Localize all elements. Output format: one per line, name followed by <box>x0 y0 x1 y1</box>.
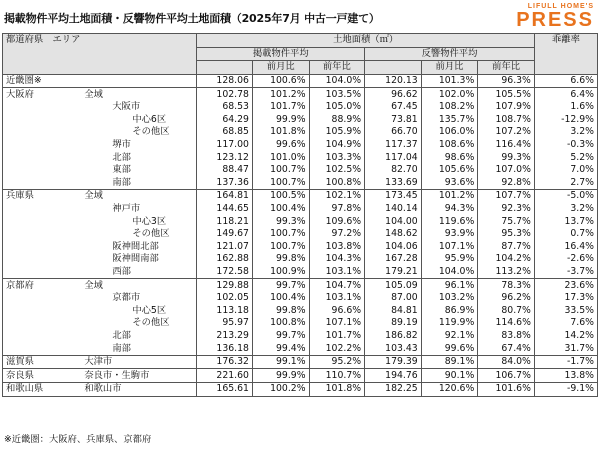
listed-value-cell: 113.18 <box>197 304 253 317</box>
prefecture-cell: 滋賀県 <box>3 355 63 369</box>
inquiry-yoy-cell: 75.7% <box>478 215 535 228</box>
inquiry-mom-cell: 119.9% <box>421 317 478 330</box>
prefecture-cell: 京都府 <box>3 279 63 292</box>
gap-rate-cell: -1.7% <box>534 355 597 369</box>
inquiry-yoy-cell: 95.3% <box>478 228 535 241</box>
listed-value-cell: 221.60 <box>197 369 253 383</box>
listed-mom-cell: 100.7% <box>252 228 309 241</box>
inquiry-mom-cell: 107.1% <box>421 241 478 254</box>
header-pref-area: 都道府県 エリア <box>3 34 197 75</box>
table-row <box>3 279 598 292</box>
inquiry-value-cell: 96.62 <box>365 88 422 101</box>
inquiry-value-cell: 104.00 <box>365 215 422 228</box>
listed-value-cell: 165.61 <box>197 383 253 397</box>
inquiry-mom-cell: 108.2% <box>421 101 478 114</box>
header-gap-rate: 乖離率 <box>534 34 597 75</box>
prefecture-cell <box>3 139 63 152</box>
listed-mom-cell: 101.8% <box>252 126 309 139</box>
prefecture-cell <box>3 330 63 343</box>
listed-yoy-cell: 100.8% <box>309 177 365 190</box>
prefecture-cell <box>3 215 63 228</box>
footnote: ※近畿圏：大阪府、兵庫県、京都府 <box>4 434 152 445</box>
listed-value-cell: 118.21 <box>197 215 253 228</box>
listed-mom-cell: 100.7% <box>252 241 309 254</box>
inquiry-mom-cell: 98.6% <box>421 151 478 164</box>
prefecture-cell <box>3 114 63 127</box>
area-cell: 中心5区 <box>62 304 197 317</box>
inquiry-yoy-cell: 107.9% <box>478 101 535 114</box>
listed-mom-cell: 100.8% <box>252 317 309 330</box>
table-row <box>3 383 598 397</box>
inquiry-mom-cell: 86.9% <box>421 304 478 317</box>
gap-rate-cell: 6.4% <box>534 88 597 101</box>
area-cell: 京都市 <box>62 292 197 305</box>
listed-mom-cell: 100.2% <box>252 383 309 397</box>
listed-yoy-cell: 110.7% <box>309 369 365 383</box>
listed-value-cell: 68.53 <box>197 101 253 114</box>
listed-mom-cell: 100.9% <box>252 266 309 279</box>
inquiry-yoy-cell: 92.3% <box>478 203 535 216</box>
listed-value-cell: 144.65 <box>197 203 253 216</box>
listed-mom-cell: 101.0% <box>252 151 309 164</box>
inquiry-value-cell: 182.25 <box>365 383 422 397</box>
listed-value-cell: 102.78 <box>197 88 253 101</box>
listed-mom-cell: 99.4% <box>252 342 309 355</box>
gap-rate-cell: 7.0% <box>534 164 597 177</box>
table-row <box>3 355 598 369</box>
listed-yoy-cell: 103.1% <box>309 266 365 279</box>
listed-mom-cell: 99.3% <box>252 215 309 228</box>
inquiry-yoy-cell: 113.2% <box>478 266 535 279</box>
prefecture-cell <box>3 177 63 190</box>
listed-mom-cell: 100.6% <box>252 74 309 88</box>
inquiry-value-cell: 140.14 <box>365 203 422 216</box>
listed-yoy-cell: 103.3% <box>309 151 365 164</box>
area-cell: 北部 <box>62 151 197 164</box>
listed-yoy-cell: 107.1% <box>309 317 365 330</box>
gap-rate-cell: 16.4% <box>534 241 597 254</box>
gap-rate-cell: 23.6% <box>534 279 597 292</box>
inquiry-yoy-cell: 84.0% <box>478 355 535 369</box>
listed-value-cell: 213.29 <box>197 330 253 343</box>
listed-mom-cell: 100.7% <box>252 177 309 190</box>
inquiry-value-cell: 120.13 <box>365 74 422 88</box>
listed-mom-cell: 100.4% <box>252 292 309 305</box>
area-cell: 神戸市 <box>62 203 197 216</box>
inquiry-mom-cell: 92.1% <box>421 330 478 343</box>
area-cell: 全域 <box>62 190 197 203</box>
inquiry-yoy-cell: 92.8% <box>478 177 535 190</box>
inquiry-value-cell: 67.45 <box>365 101 422 114</box>
prefecture-cell <box>3 203 63 216</box>
table-row <box>3 266 598 279</box>
inquiry-value-cell: 82.70 <box>365 164 422 177</box>
gap-rate-cell: 7.6% <box>534 317 597 330</box>
gap-rate-cell: 31.7% <box>534 342 597 355</box>
gap-rate-cell: 2.7% <box>534 177 597 190</box>
prefecture-cell <box>3 266 63 279</box>
area-cell: 大津市 <box>62 355 197 369</box>
area-cell: 中心3区 <box>62 215 197 228</box>
prefecture-cell <box>3 101 63 114</box>
listed-yoy-cell: 103.8% <box>309 241 365 254</box>
inquiry-value-cell: 173.45 <box>365 190 422 203</box>
area-cell: その他区 <box>62 317 197 330</box>
area-cell <box>62 74 197 88</box>
listed-mom-cell: 100.5% <box>252 190 309 203</box>
inquiry-value-cell: 179.39 <box>365 355 422 369</box>
inquiry-mom-cell: 103.2% <box>421 292 478 305</box>
inquiry-value-cell: 89.19 <box>365 317 422 330</box>
table-row <box>3 215 598 228</box>
inquiry-mom-cell: 108.6% <box>421 139 478 152</box>
listed-value-cell: 176.32 <box>197 355 253 369</box>
prefecture-cell <box>3 317 63 330</box>
land-area-table <box>2 33 598 397</box>
gap-rate-cell: 0.7% <box>534 228 597 241</box>
listed-yoy-cell: 103.5% <box>309 88 365 101</box>
listed-mom-cell: 99.6% <box>252 139 309 152</box>
gap-rate-cell: 5.2% <box>534 151 597 164</box>
header-listed-average: 掲載物件平均 <box>197 47 365 61</box>
listed-value-cell: 123.12 <box>197 151 253 164</box>
area-cell: 堺市 <box>62 139 197 152</box>
listed-yoy-cell: 104.3% <box>309 253 365 266</box>
gap-rate-cell: 3.2% <box>534 126 597 139</box>
listed-value-cell: 149.67 <box>197 228 253 241</box>
inquiry-value-cell: 148.62 <box>365 228 422 241</box>
listed-mom-cell: 100.4% <box>252 203 309 216</box>
table-row <box>3 317 598 330</box>
table-row <box>3 330 598 343</box>
inquiry-yoy-cell: 105.5% <box>478 88 535 101</box>
prefecture-cell: 兵庫県 <box>3 190 63 203</box>
inquiry-yoy-cell: 104.2% <box>478 253 535 266</box>
prefecture-cell <box>3 304 63 317</box>
table-row <box>3 253 598 266</box>
prefecture-cell <box>3 253 63 266</box>
gap-rate-cell: 1.6% <box>534 101 597 114</box>
inquiry-mom-cell: 99.6% <box>421 342 478 355</box>
inquiry-value-cell: 186.82 <box>365 330 422 343</box>
inquiry-mom-cell: 102.0% <box>421 88 478 101</box>
inquiry-yoy-cell: 108.7% <box>478 114 535 127</box>
listed-yoy-cell: 105.9% <box>309 126 365 139</box>
area-cell: 阪神間北部 <box>62 241 197 254</box>
inquiry-mom-cell: 101.2% <box>421 190 478 203</box>
inquiry-yoy-cell: 107.0% <box>478 164 535 177</box>
gap-rate-cell: 13.7% <box>534 215 597 228</box>
logo-top-text: LIFULL HOME'S <box>527 3 594 10</box>
table-row <box>3 241 598 254</box>
header-listed-yoy: 前年比 <box>309 61 365 75</box>
lifull-homes-press-logo <box>516 3 594 30</box>
inquiry-yoy-cell: 80.7% <box>478 304 535 317</box>
table-row <box>3 190 598 203</box>
inquiry-value-cell: 73.81 <box>365 114 422 127</box>
gap-rate-cell: 3.2% <box>534 203 597 216</box>
listed-yoy-cell: 103.1% <box>309 292 365 305</box>
listed-yoy-cell: 102.5% <box>309 164 365 177</box>
gap-rate-cell: -3.7% <box>534 266 597 279</box>
gap-rate-cell: -9.1% <box>534 383 597 397</box>
listed-value-cell: 164.81 <box>197 190 253 203</box>
table-row <box>3 114 598 127</box>
listed-yoy-cell: 104.0% <box>309 74 365 88</box>
area-cell: 南部 <box>62 177 197 190</box>
header-inquiry-mom: 前月比 <box>421 61 478 75</box>
inquiry-yoy-cell: 107.2% <box>478 126 535 139</box>
prefecture-cell: 大阪府 <box>3 88 63 101</box>
listed-mom-cell: 99.1% <box>252 355 309 369</box>
gap-rate-cell: -0.3% <box>534 139 597 152</box>
listed-yoy-cell: 104.7% <box>309 279 365 292</box>
table-body <box>3 74 598 396</box>
listed-value-cell: 121.07 <box>197 241 253 254</box>
inquiry-yoy-cell: 67.4% <box>478 342 535 355</box>
inquiry-yoy-cell: 87.7% <box>478 241 535 254</box>
listed-yoy-cell: 96.6% <box>309 304 365 317</box>
listed-yoy-cell: 97.8% <box>309 203 365 216</box>
table-row <box>3 126 598 139</box>
inquiry-yoy-cell: 107.7% <box>478 190 535 203</box>
listed-yoy-cell: 97.2% <box>309 228 365 241</box>
inquiry-value-cell: 66.70 <box>365 126 422 139</box>
listed-value-cell: 128.06 <box>197 74 253 88</box>
gap-rate-cell: -5.0% <box>534 190 597 203</box>
area-cell: 中心6区 <box>62 114 197 127</box>
listed-yoy-cell: 109.6% <box>309 215 365 228</box>
inquiry-mom-cell: 105.6% <box>421 164 478 177</box>
inquiry-yoy-cell: 96.3% <box>478 74 535 88</box>
table-row <box>3 74 598 88</box>
listed-yoy-cell: 101.7% <box>309 330 365 343</box>
table-row <box>3 228 598 241</box>
inquiry-mom-cell: 135.7% <box>421 114 478 127</box>
table-row <box>3 203 598 216</box>
area-cell: 西部 <box>62 266 197 279</box>
table-row <box>3 151 598 164</box>
listed-mom-cell: 100.7% <box>252 164 309 177</box>
listed-value-cell: 129.88 <box>197 279 253 292</box>
inquiry-yoy-cell: 78.3% <box>478 279 535 292</box>
area-cell: 大阪市 <box>62 101 197 114</box>
prefecture-cell <box>3 292 63 305</box>
inquiry-value-cell: 104.06 <box>365 241 422 254</box>
inquiry-mom-cell: 93.6% <box>421 177 478 190</box>
inquiry-mom-cell: 106.0% <box>421 126 478 139</box>
listed-value-cell: 117.00 <box>197 139 253 152</box>
area-cell: 北部 <box>62 330 197 343</box>
listed-value-cell: 88.47 <box>197 164 253 177</box>
table-row <box>3 139 598 152</box>
listed-mom-cell: 99.7% <box>252 330 309 343</box>
inquiry-mom-cell: 96.1% <box>421 279 478 292</box>
table-row <box>3 369 598 383</box>
listed-value-cell: 95.97 <box>197 317 253 330</box>
inquiry-mom-cell: 95.9% <box>421 253 478 266</box>
listed-yoy-cell: 102.2% <box>309 342 365 355</box>
inquiry-yoy-cell: 114.6% <box>478 317 535 330</box>
inquiry-value-cell: 105.09 <box>365 279 422 292</box>
table-row <box>3 342 598 355</box>
header-listed-mom: 前月比 <box>252 61 309 75</box>
prefecture-cell: 近畿圏※ <box>3 74 63 88</box>
table-row <box>3 88 598 101</box>
header-inquiry-value <box>365 61 422 75</box>
listed-mom-cell: 99.7% <box>252 279 309 292</box>
prefecture-cell: 和歌山県 <box>3 383 63 397</box>
gap-rate-cell: -12.9% <box>534 114 597 127</box>
inquiry-mom-cell: 94.3% <box>421 203 478 216</box>
prefecture-cell <box>3 228 63 241</box>
inquiry-value-cell: 133.69 <box>365 177 422 190</box>
gap-rate-cell: 33.5% <box>534 304 597 317</box>
inquiry-mom-cell: 119.6% <box>421 215 478 228</box>
table-row <box>3 101 598 114</box>
area-cell: その他区 <box>62 228 197 241</box>
header-land-area: 土地面積（㎡） <box>197 34 535 48</box>
listed-mom-cell: 99.8% <box>252 304 309 317</box>
gap-rate-cell: 6.6% <box>534 74 597 88</box>
table-title: 掲載物件平均土地面積・反響物件平均土地面積（2025年7月 中古一戸建て） <box>4 12 380 25</box>
inquiry-mom-cell: 93.9% <box>421 228 478 241</box>
prefecture-cell <box>3 151 63 164</box>
area-cell: 和歌山市 <box>62 383 197 397</box>
listed-yoy-cell: 101.8% <box>309 383 365 397</box>
inquiry-mom-cell: 120.6% <box>421 383 478 397</box>
inquiry-yoy-cell: 96.2% <box>478 292 535 305</box>
inquiry-mom-cell: 89.1% <box>421 355 478 369</box>
inquiry-value-cell: 103.43 <box>365 342 422 355</box>
inquiry-value-cell: 84.81 <box>365 304 422 317</box>
listed-value-cell: 102.05 <box>197 292 253 305</box>
inquiry-value-cell: 179.21 <box>365 266 422 279</box>
inquiry-value-cell: 117.37 <box>365 139 422 152</box>
listed-value-cell: 68.85 <box>197 126 253 139</box>
listed-mom-cell: 99.8% <box>252 253 309 266</box>
inquiry-yoy-cell: 106.7% <box>478 369 535 383</box>
prefecture-cell <box>3 342 63 355</box>
inquiry-value-cell: 167.28 <box>365 253 422 266</box>
header-listed-value <box>197 61 253 75</box>
listed-value-cell: 64.29 <box>197 114 253 127</box>
inquiry-value-cell: 87.00 <box>365 292 422 305</box>
prefecture-cell <box>3 126 63 139</box>
gap-rate-cell: 14.2% <box>534 330 597 343</box>
inquiry-mom-cell: 104.0% <box>421 266 478 279</box>
area-cell: 東部 <box>62 164 197 177</box>
inquiry-yoy-cell: 116.4% <box>478 139 535 152</box>
listed-value-cell: 172.58 <box>197 266 253 279</box>
inquiry-yoy-cell: 99.3% <box>478 151 535 164</box>
listed-value-cell: 137.36 <box>197 177 253 190</box>
inquiry-yoy-cell: 101.6% <box>478 383 535 397</box>
prefecture-cell <box>3 164 63 177</box>
prefecture-cell <box>3 241 63 254</box>
listed-mom-cell: 99.9% <box>252 369 309 383</box>
listed-yoy-cell: 105.0% <box>309 101 365 114</box>
prefecture-cell: 奈良県 <box>3 369 63 383</box>
area-cell: その他区 <box>62 126 197 139</box>
inquiry-value-cell: 117.04 <box>365 151 422 164</box>
listed-yoy-cell: 102.1% <box>309 190 365 203</box>
inquiry-value-cell: 194.76 <box>365 369 422 383</box>
header-inquiry-average: 反響物件平均 <box>365 47 535 61</box>
listed-mom-cell: 101.7% <box>252 101 309 114</box>
listed-mom-cell: 99.9% <box>252 114 309 127</box>
listed-value-cell: 162.88 <box>197 253 253 266</box>
area-cell: 阪神間南部 <box>62 253 197 266</box>
listed-yoy-cell: 95.2% <box>309 355 365 369</box>
table-row <box>3 304 598 317</box>
logo-main-text: PRESS <box>516 9 594 31</box>
gap-rate-cell: -2.6% <box>534 253 597 266</box>
gap-rate-cell: 17.3% <box>534 292 597 305</box>
inquiry-mom-cell: 90.1% <box>421 369 478 383</box>
table-row <box>3 292 598 305</box>
area-cell: 全域 <box>62 279 197 292</box>
area-cell: 南部 <box>62 342 197 355</box>
listed-yoy-cell: 104.9% <box>309 139 365 152</box>
listed-yoy-cell: 88.9% <box>309 114 365 127</box>
inquiry-yoy-cell: 83.8% <box>478 330 535 343</box>
header-inquiry-yoy: 前年比 <box>478 61 535 75</box>
area-cell: 全域 <box>62 88 197 101</box>
inquiry-mom-cell: 101.3% <box>421 74 478 88</box>
area-cell: 奈良市・生駒市 <box>62 369 197 383</box>
listed-value-cell: 136.18 <box>197 342 253 355</box>
table-row <box>3 177 598 190</box>
listed-mom-cell: 101.2% <box>252 88 309 101</box>
table-row <box>3 164 598 177</box>
gap-rate-cell: 13.8% <box>534 369 597 383</box>
